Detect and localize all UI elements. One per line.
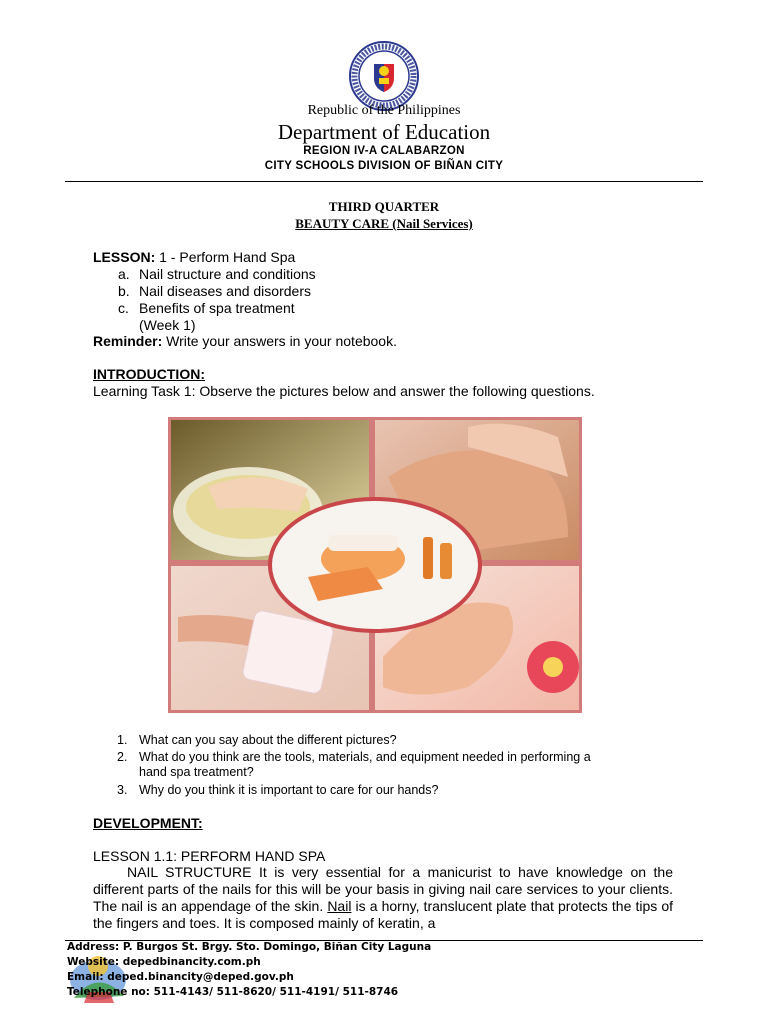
republic-text: Republic of the Philippines bbox=[307, 103, 461, 118]
email-label: Email: bbox=[67, 971, 104, 983]
email-value: deped.binancity@deped.gov.ph bbox=[103, 971, 294, 983]
telephone-label: Telephone no: bbox=[67, 986, 150, 998]
question-number: 3. bbox=[117, 783, 128, 797]
division-text: CITY SCHOOLS DIVISION OF BIÑAN CITY bbox=[264, 160, 504, 172]
question-1 bbox=[117, 733, 397, 747]
region-text: REGION IV-A CALABARZON bbox=[303, 145, 465, 157]
development-heading: DEVELOPMENT: bbox=[93, 815, 203, 831]
question-number: 2. bbox=[117, 750, 128, 764]
nail-term: Nail bbox=[327, 898, 352, 914]
nail-structure-paragraph bbox=[93, 864, 673, 932]
list-item-text: Benefits of spa treatment bbox=[139, 300, 295, 316]
quarter-title: THIRD QUARTER bbox=[328, 199, 440, 214]
header-divider bbox=[65, 181, 703, 182]
lesson-item-b bbox=[118, 283, 311, 299]
address-value: P. Burgos St. Brgy. Sto. Domingo, Biñan City Laguna bbox=[119, 941, 432, 953]
question-text-cont: hand spa treatment? bbox=[139, 765, 254, 779]
introduction-heading: INTRODUCTION: bbox=[93, 366, 205, 382]
address-label: Address: bbox=[67, 941, 120, 953]
footer-email bbox=[67, 971, 294, 983]
footer-website bbox=[67, 956, 261, 968]
list-item-text: Nail structure and conditions bbox=[139, 266, 316, 282]
hand-spa-collage-image bbox=[168, 417, 582, 713]
telephone-value: 511-4143/ 511-8620/ 511-4191/ 511-8746 bbox=[149, 986, 399, 998]
subject-title: BEAUTY CARE (Nail Services) bbox=[295, 216, 473, 231]
paragraph-rest: is a horny, translucent plate that protects the tips of the fingers and toes. It is composed mainly of keratin, a bbox=[93, 898, 673, 931]
lesson-item-c bbox=[118, 300, 295, 316]
lesson-line bbox=[93, 249, 295, 265]
lesson-text: 1 - Perform Hand Spa bbox=[155, 249, 296, 265]
reminder-label: Reminder: bbox=[93, 333, 163, 349]
deped-seal-logo bbox=[348, 40, 420, 112]
paragraph-lead: NAIL STRUCTURE It is very essential for a manicurist to have knowledge on the different parts of the nails for this will be your basis in giving nail care services to your clients. The nail is an appendage of the skin. bbox=[93, 864, 673, 914]
reminder-text: Write your answers in your notebook. bbox=[162, 333, 397, 349]
website-label: Website: bbox=[67, 956, 120, 968]
question-text: What can you say about the different pictures? bbox=[139, 733, 397, 747]
list-marker: c. bbox=[118, 300, 129, 316]
learning-task-text: Learning Task 1: Observe the pictures below and answer the following questions. bbox=[93, 383, 595, 399]
department-title: Department of Education bbox=[277, 120, 491, 144]
question-text: What do you think are the tools, materials, and equipment needed in performing a bbox=[139, 750, 591, 764]
question-number: 1. bbox=[117, 733, 128, 747]
question-3 bbox=[117, 783, 439, 797]
question-text: Why do you think it is important to care for our hands? bbox=[139, 783, 439, 797]
reminder-line bbox=[93, 333, 397, 349]
list-item-text: Nail diseases and disorders bbox=[139, 283, 311, 299]
lesson-1-1-title: LESSON 1.1: PERFORM HAND SPA bbox=[93, 848, 326, 864]
list-marker: a. bbox=[118, 266, 130, 282]
list-marker: b. bbox=[118, 283, 130, 299]
footer-telephone bbox=[67, 986, 398, 998]
lesson-item-a bbox=[118, 266, 316, 282]
lesson-label: LESSON: bbox=[93, 249, 156, 265]
website-value: depedbinancity.com.ph bbox=[119, 956, 261, 968]
question-2 bbox=[117, 750, 591, 779]
footer-address bbox=[67, 941, 431, 953]
week-text: (Week 1) bbox=[139, 317, 196, 333]
